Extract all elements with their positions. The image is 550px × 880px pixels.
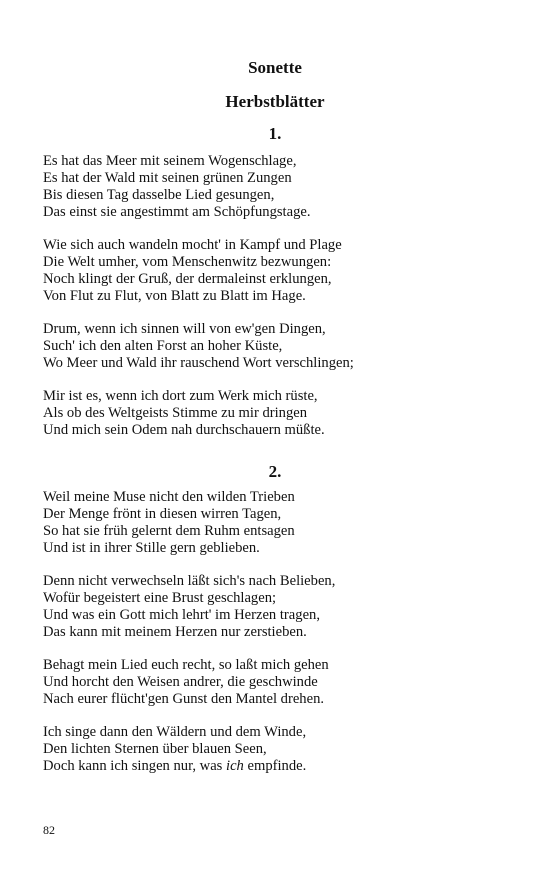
verse-line: Wie sich auch wandeln mocht' in Kampf und Plage <box>43 237 342 253</box>
sonnet-number: 2. <box>268 462 282 481</box>
verse-line: Drum, wenn ich sinnen will von ew'gen Dingen, <box>43 321 326 337</box>
stanza <box>43 237 523 305</box>
emphasized-word: ich <box>226 758 244 774</box>
verse-line: So hat sie früh gelernt dem Ruhm entsagen <box>43 523 295 539</box>
stanza <box>43 489 523 557</box>
verse-line: Ich singe dann den Wäldern und dem Winde, <box>43 724 307 740</box>
stanza <box>43 573 523 641</box>
section-title: Herbstblätter <box>225 92 325 111</box>
verse-line: Wo Meer und Wald ihr rauschend Wort verschlingen; <box>43 355 354 371</box>
sonnet-2 <box>43 489 523 791</box>
verse-line: Das einst sie angestimmt am Schöpfungstage. <box>43 204 311 220</box>
verse-line: Mir ist es, wenn ich dort zum Werk mich rüste, <box>43 388 318 404</box>
sonnet-number: 1. <box>268 124 282 143</box>
verse-line: Es hat das Meer mit seinem Wogenschlage, <box>43 153 297 169</box>
verse-line: Weil meine Muse nicht den wilden Trieben <box>43 489 295 505</box>
verse-line: Such' ich den alten Forst an hoher Küste, <box>43 338 283 354</box>
verse-line: Denn nicht verwechseln läßt sich's nach Belieben, <box>43 573 336 589</box>
page-title: Sonette <box>248 58 302 77</box>
verse-text: empfinde. <box>243 758 307 774</box>
verse-line: Und horcht den Weisen andrer, die geschwinde <box>43 674 318 690</box>
stanza <box>43 657 523 708</box>
verse-line: Bis diesen Tag dasselbe Lied gesungen, <box>43 187 275 203</box>
stanza <box>43 724 523 775</box>
verse-line: Das kann mit meinem Herzen nur zerstieben. <box>43 624 307 640</box>
verse-line: Und ist in ihrer Stille gern geblieben. <box>43 540 260 556</box>
verse-line: Und mich sein Odem nah durchschauern müßte. <box>43 422 325 438</box>
verse-line: Von Flut zu Flut, von Blatt zu Blatt im Hage. <box>43 288 306 304</box>
verse-line: Der Menge frönt in diesen wirren Tagen, <box>43 506 282 522</box>
page-number: 82 <box>43 823 55 837</box>
verse-line: Die Welt umher, vom Menschenwitz bezwungen: <box>43 254 332 270</box>
verse-line: Den lichten Sternen über blauen Seen, <box>43 741 267 757</box>
verse-line: Behagt mein Lied euch recht, so laßt mich gehen <box>43 657 329 673</box>
verse-line: Nach eurer flücht'gen Gunst den Mantel drehen. <box>43 691 325 707</box>
stanza <box>43 153 523 221</box>
sonnet-1 <box>43 153 523 455</box>
verse-line: Noch klingt der Gruß, der dermaleinst erklungen, <box>43 271 332 287</box>
verse-line: Es hat der Wald mit seinen grünen Zungen <box>43 170 292 186</box>
verse-line: Als ob des Weltgeists Stimme zu mir dringen <box>43 405 308 421</box>
stanza <box>43 388 523 439</box>
verse-line: Wofür begeistert eine Brust geschlagen; <box>43 590 277 606</box>
stanza <box>43 321 523 372</box>
verse-line <box>43 758 523 775</box>
verse-text: Doch kann ich singen nur, was <box>43 758 227 774</box>
verse-line: Und was ein Gott mich lehrt' im Herzen tragen, <box>43 607 320 623</box>
